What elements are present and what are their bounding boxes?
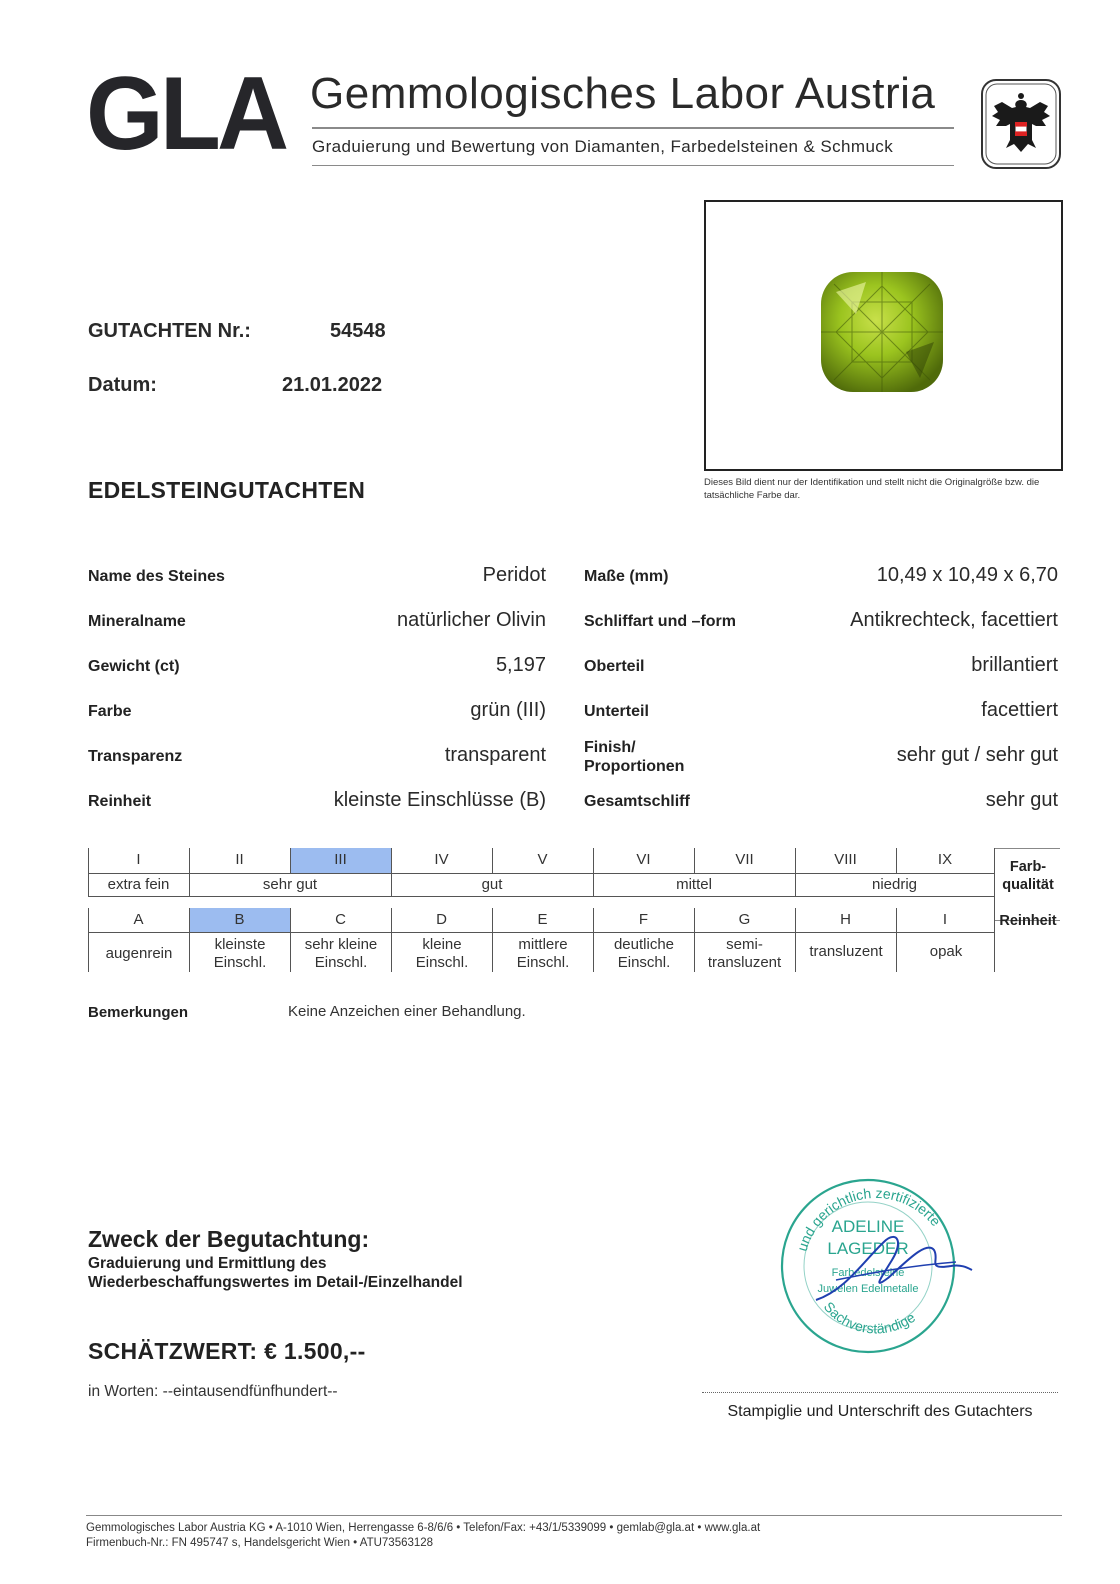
property-value: 5,197: [495, 654, 546, 676]
color-grade: V: [537, 851, 548, 868]
certificate-number: 54548: [330, 320, 386, 342]
property-label: Gewicht (ct): [88, 658, 180, 675]
clarity-grade: F: [638, 911, 649, 928]
remarks-label: Bemerkungen: [88, 1004, 189, 1021]
clarity-grade: H: [840, 911, 851, 928]
svg-text:Farbedelsteine: Farbedelsteine: [831, 1267, 905, 1279]
color-grade: IV: [434, 851, 449, 868]
header-divider-bottom: [312, 165, 954, 166]
remarks-text: Keine Anzeichen einer Behandlung.: [288, 1003, 526, 1020]
svg-text:Juwelen Edelmetalle: Juwelen Edelmetalle: [817, 1283, 919, 1295]
property-value: brillantiert: [971, 654, 1058, 676]
property-value: sehr gut: [985, 789, 1058, 811]
photo-caption: Dieses Bild dient nur der Identifikation und stellt nicht die Originalgröße bzw. die tatsächliche Farbe dar.: [704, 477, 1040, 501]
clarity-grade: C: [335, 911, 346, 928]
clarity-grade: I: [942, 911, 948, 928]
property-label: Name des Steines: [88, 568, 225, 585]
clarity-description: sehr kleine Einschl.: [304, 936, 378, 971]
signature-line: [702, 1392, 1058, 1393]
footer-registry: Firmenbuch-Nr.: FN 495747 s, Handelsgericht Wien • ATU73563128: [86, 1537, 434, 1549]
property-label: Maße (mm): [584, 568, 669, 585]
valuation: [88, 1338, 366, 1365]
stamp-name-first: ADELINE: [831, 1217, 905, 1236]
clarity-description: opak: [929, 943, 963, 960]
property-value: natürlicher Olivin: [397, 609, 546, 631]
property-label: Schliffart und –form: [584, 613, 737, 630]
clarity-description: semi- transluzent: [707, 936, 782, 971]
valuation-amount: € 1.500,--: [264, 1338, 366, 1364]
clarity-description: deutliche Einschl.: [613, 936, 675, 971]
property-label: Reinheit: [88, 793, 152, 810]
clarity-description: augenrein: [105, 945, 173, 962]
clarity-description: transluzent: [809, 943, 883, 960]
certificate-title: EDELSTEINGUTACHTEN: [88, 477, 366, 503]
property-value: Antikrechteck, facettiert: [850, 609, 1058, 631]
clarity-label: Reinheit: [999, 913, 1057, 929]
color-group: mittel: [676, 876, 712, 893]
austrian-eagle-seal-icon: [980, 78, 1062, 170]
property-value: grün (III): [470, 699, 546, 721]
signature-caption: Stampiglie und Unterschrift des Gutachters: [727, 1403, 1033, 1420]
property-value: facettiert: [981, 699, 1058, 721]
clarity-description: mittlere Einschl.: [516, 936, 570, 971]
footer-divider: [86, 1515, 1062, 1516]
property-label: Transparenz: [88, 748, 183, 765]
clarity-description: kleine Einschl.: [415, 936, 469, 971]
clarity-grade: E: [537, 911, 548, 928]
color-grade: VI: [636, 851, 651, 868]
property-value: 10,49 x 10,49 x 6,70: [876, 564, 1058, 586]
clarity-description: kleinste Einschl.: [213, 936, 267, 971]
clarity-grade: D: [436, 911, 447, 928]
footer: [86, 1521, 760, 1551]
property-value: sehr gut / sehr gut: [896, 744, 1058, 766]
color-grade: IX: [937, 851, 953, 868]
property-label: Unterteil: [584, 703, 649, 720]
footer-address: Gemmologisches Labor Austria KG • A-1010 Wien, Herrengasse 6-8/6/6 • Telefon/Fax: +43/1/5339099 • gemlab@gla.at • www.gla.at: [86, 1522, 761, 1534]
color-group: gut: [481, 876, 503, 893]
gla-logo: GLA: [86, 56, 286, 172]
property-label: Gesamtschliff: [584, 793, 690, 810]
certificate-date: 21.01.2022: [282, 374, 383, 396]
color-group: niedrig: [871, 876, 918, 893]
gemstone-photo-frame: [704, 200, 1063, 471]
svg-text:Sachverständige: Sachverständige: [820, 1298, 918, 1337]
peridot-gemstone-image: [706, 202, 1061, 469]
valuation-in-words: in Worten: --eintausendfünfhundert--: [88, 1383, 338, 1400]
property-label: Finish/ Proportionen: [584, 739, 685, 775]
color-grade: VII: [735, 851, 754, 868]
valuation-label: SCHÄTZWERT:: [88, 1338, 258, 1364]
purpose-description: [88, 1254, 463, 1292]
color-grade: II: [235, 851, 244, 868]
certificate-number-label: GUTACHTEN Nr.:: [88, 320, 251, 342]
property-value: kleinste Einschlüsse (B): [333, 789, 546, 811]
property-label: Oberteil: [584, 658, 645, 675]
appraiser-stamp-icon: [776, 1170, 976, 1360]
color-group: sehr gut: [262, 876, 318, 893]
color-grade: III: [334, 851, 347, 868]
stamp-name-last: LAGEDER: [827, 1239, 909, 1258]
color-group: extra fein: [107, 876, 170, 893]
purpose-line: Graduierung und Ermittlung des: [88, 1255, 327, 1272]
purpose-title: Zweck der Begutachtung:: [88, 1226, 370, 1252]
color-quality-label: Farb- qualität: [1002, 859, 1054, 893]
property-label: Mineralname: [88, 613, 186, 630]
property-value: transparent: [444, 744, 546, 766]
color-grade: I: [136, 851, 141, 868]
grading-table: [88, 848, 1060, 972]
svg-text:und gerichtlich zertifizierte: und gerichtlich zertifizierte: [793, 1184, 945, 1254]
lab-subtitle: Graduierung und Bewertung von Diamanten, Farbedelsteinen & Schmuck: [312, 137, 894, 156]
purpose-line: Wiederbeschaffungswertes im Detail-/Einzelhandel: [88, 1274, 463, 1291]
property-value: Peridot: [482, 564, 546, 586]
color-grade: VIII: [834, 851, 857, 868]
clarity-grade: B: [234, 911, 245, 928]
date-label: Datum:: [88, 374, 157, 396]
lab-name: Gemmologisches Labor Austria: [310, 69, 936, 118]
clarity-grade: G: [738, 911, 751, 928]
clarity-grade: A: [133, 911, 144, 928]
property-label: Farbe: [88, 703, 132, 720]
header-divider-top: [312, 127, 954, 129]
